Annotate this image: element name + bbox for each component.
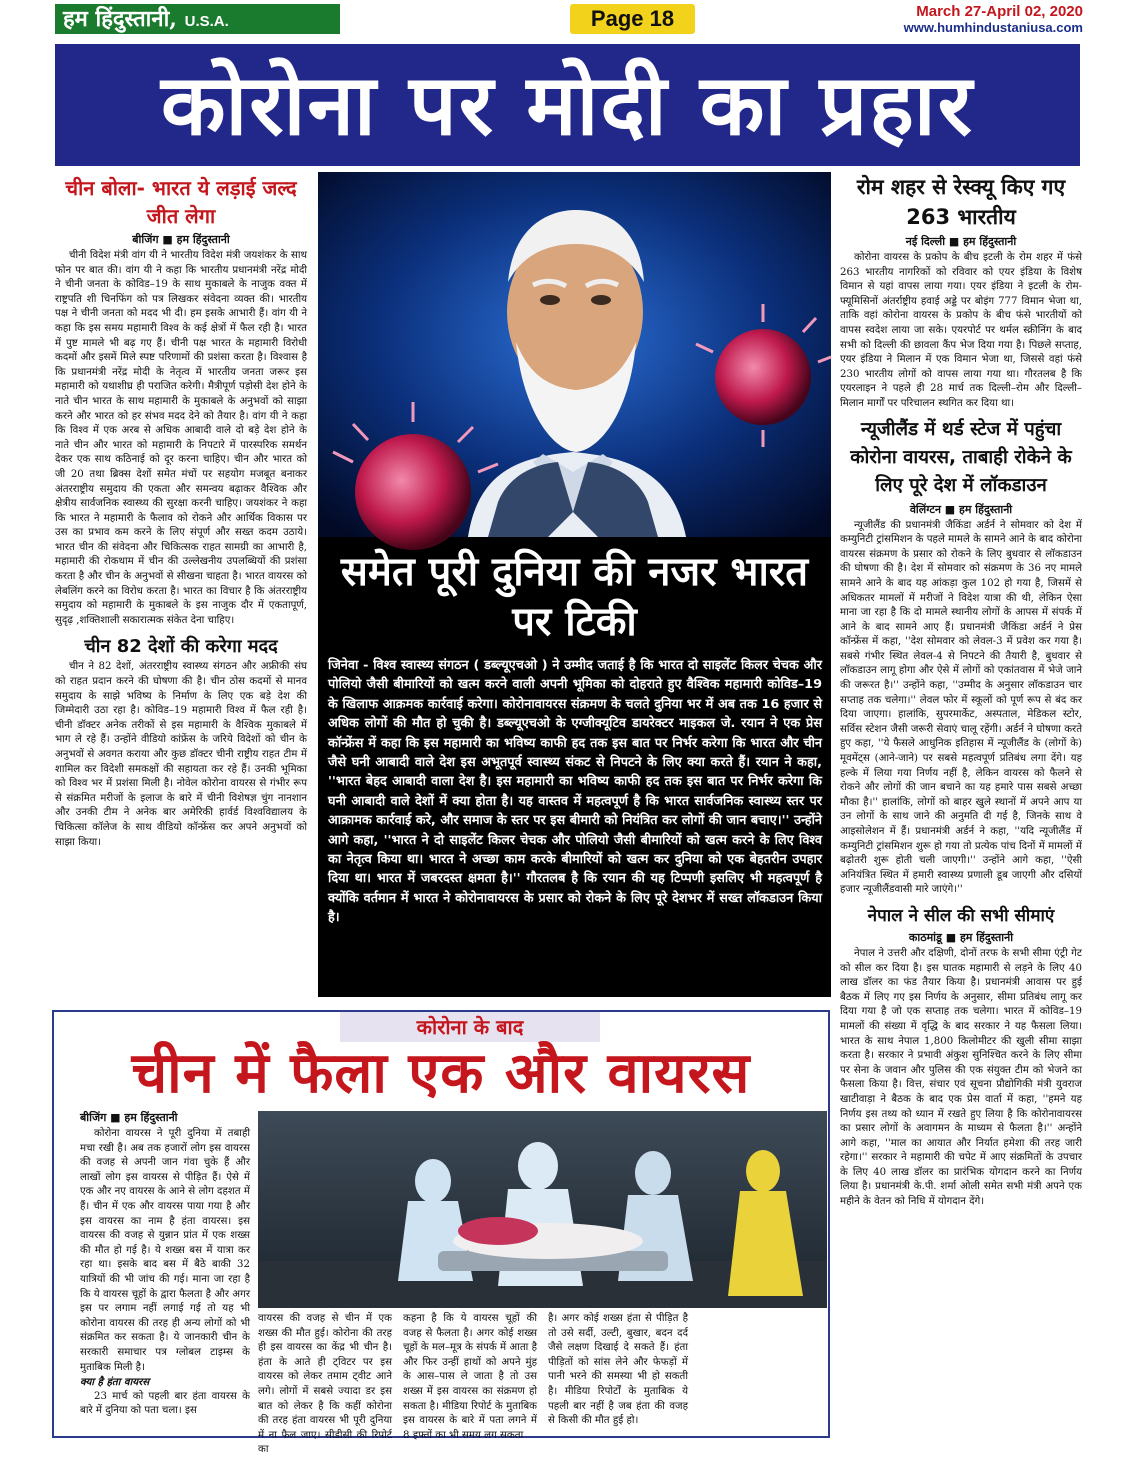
paper-edition: U.S.A. [184,13,229,30]
bottom-article-body-4: है। अगर कोई शख्स हंता से पीड़ित है तो उसे सर्दी, उल्टी, बुखार, बदन दर्द जैसे लक्षण दिखाई दे सकते हैं। हंता पीड़ितों को सांस लेने और फेफड़ों में पानी भरने की समस्या भी हो सकती है। मीडिया रिपोर्टों के मुताबिक ये पहली बार नहीं है जब हंता की वजह से किसी की मौत हुई हो। [548,1313,688,1427]
left-headline-2: चीन 82 देशों की करेगा मदद [84,636,278,658]
main-banner-headline: कोरोना पर मोदी का प्रहार [55,44,1080,166]
right-byline: नई दिल्ली ■ हम हिंदुस्तानी [905,235,1017,248]
issue-info [904,3,1083,35]
bottom-subhead: क्या है हंता वायरस [80,1376,150,1389]
left-article-body: चीनी विदेश मंत्री वांग यी ने भारतीय विदेश मंत्री जयशंकर के साथ फोन पर बात की। वांग यी ने कहा कि भारतीय प्रधानमंत्री नरेंद्र मोदी ने चीनी जनता के कोविड–19 के साथ मुकाबले के नाजुक वक्त में राष्ट्रपति शी चिनफिंग को पत्र लिखकर संवेदना व्यक्त की। भारतीय पक्ष ने चीनी जनता को मदद भी दी। हम इसके आभारी हैं। वांग यी ने कहा कि इस समय महामारी विश्व के कई क्षेत्रों में फैल रही है। भारत में पुष्ट मामले भी बढ़ गए हैं। चीनी पक्ष भारत के महामारी विरोधी कदमों और इसमें मिले स्पष्ट परिणामों की प्रशंसा करता है। विश्वास है कि प्रधानमंत्री नरेंद्र मोदी के नेतृत्व में भारतीय जनता जरूर इस महामारी को यथाशीघ्र ही पराजित करेगी। मैत्रीपूर्ण पड़ोसी देश होने के नाते चीन भारत के साथ महामारी के मुकाबले के अनुभवों को साझा करने और भारत को हर संभव मदद देने को तैयार है। वांग यी ने कहा कि विश्व में एक अरब से अधिक आबादी वाले दो बड़े देश होने के नाते चीन और भारत को महामारी के निपटारे में पारस्परिक समर्थन देकर एक साथ कठिनाई को दूर करना चाहिए। चीन और भारत को जी 20 तथा ब्रिक्स देशों समेत मंचों पर सहयोग मजबूत बनाकर अंतरराष्ट्रीय समुदाय की एकता और समन्वय बढ़ाकर वैश्विक और क्षेत्रीय सार्वजनिक स्वास्थ्य की सुरक्षा करनी चाहिए। जयशंकर ने कहा कि भारत ने महामारी के फैलाव को रोकने और आर्थिक विकास पर उस का प्रभाव कम करने के लिए संपूर्ण और सख्त कदम उठाये। भारत चीन की संवेदना और चिकित्सक राहत सामग्री का आभारी है, महामारी की रोकथाम में चीन की उल्लेखनीय उपलब्धियों की प्रशंसा करता है और चीन के अनुभवों से सीखना चाहता है। भारत वायरस को लेबलिंग करने का विरोध करता है। भारत का विचार है कि अंतरराष्ट्रीय समुदाय को महामारी के मुकाबले के इस नाजुक दौर में एकतापूर्ण, सुदृढ़ ,शक्तिशाली सकारात्मक संकेत देना चाहिए। [55,250,307,626]
bottom-article-body-1: कोरोना वायरस ने पूरी दुनिया में तबाही मचा रखी है। अब तक हजारों लोग इस वायरस की वजह से अपनी जान गंवा चुके हैं और लाखों लोग इस वायरस से पीड़ित हैं। ऐसे में एक और नए वायरस के आने से लोग दहशत में हैं। चीन में एक और वायरस पाया गया है और इस वायरस का नाम है हंता वायरस। इस वायरस की वजह से युन्नान प्रांत में एक शख्स की मौत हो गई है। ये शख्स बस में यात्रा कर रहा था। इसके बाद बस में बैठे बाकी 32 यात्रियों की भी जांच की गई। माना जा रहा है कि ये वायरस चूहों के द्वारा फैलता है और अगर इस पर लगाम नहीं लगाई गई तो यह भी कोरोना वायरस की तरह ही अन्य लोगों को भी संक्रमित कर सकता है। ये जानकारी चीन के सरकारी समाचार पत्र ग्लोबल टाइम्स के मुताबिक मिली है। [80,1128,250,1373]
bottom-article-body-2: वायरस की वजह से चीन में एक शख्स की मौत हुई। कोरोना की तरह ही इस वायरस का केंद्र भी चीन है। हंता के आते ही ट्विटर पर इस वायरस को लेकर तमाम ट्वीट आने लगे। लोगों में सबसे ज्यादा डर इस बात को लेकर है कि कहीं कोरोना की तरह हंता वायरस भी पूरी दुनिया में ना फैल जाए। सीडीसी की रिपोर्ट का [258,1313,392,1456]
right-article-body-2: न्यूजीलैंड की प्रधानमंत्री जैकिंडा अर्डर्न ने सोमवार को देश में कम्युनिटी ट्रांसमिशन के पहले मामले के सामने आने के बाद कोरोना वायरस संक्रमण के प्रसार को रोकने के लिए बुधवार से लॉकडाउन की घोषणा की है। देश में सोमवार को संक्रमण के 36 नए मामले सामने आने के बाद यह आंकड़ा कुल 102 हो गया है, जिसमें से अधिकतर मामलों में मरीजों ने विदेश यात्रा की थी, लेकिन ऐसा माना जा रहा है कि दो मामले स्थानीय लोगों के आपस में संपर्क में आने के बाद सामने आए हैं। प्रधानमंत्री जैकिंडा अर्डर्न ने प्रेस कॉन्फ्रेंस में कहा, ''देश सोमवार को लेवल-3 में प्रवेश कर गया है। सबसे गंभीर स्थित लेवल-4 से निपटने की तैयारी है, बुधवार से लॉकडाउन लागू होगा और ऐसे में लोगों को एकांतवास में भेजे जाने की जरूरत है।'' उन्होंने कहा, ''उम्मीद के अनुसार लॉकडाउन चार सप्ताह तक चलेगा।'' लेवल फोर में स्कूलों को पूर्ण रूप से बंद कर दिया जाएगा। हालांकि, सुपरमार्केट, अस्पताल, मेडिकल स्टोर, सर्विस स्टेशन जैसी जरूरी सेवाएं चालू रहेंगी। अर्डर्न ने घोषणा करते हुए कहा, ''ये फैसले आधुनिक इतिहास में न्यूजीलैंड के (लोगों के) मूवमेंट्स (आने-जाने) पर सबसे महत्वपूर्ण प्रतिबंध लगा देंगे। यह हल्के में लिया गया निर्णय नहीं है, लेकिन वायरस को फैलने से रोकने और लोगों की जान बचाने का यह हमारे पास सबसे अच्छा मौका है।'' हालांकि, लोगों को बाहर खुले स्थानों में अपने आप या उन लोगों के साथ जाने की अनुमति दी गई है, जिनके साथ वे आइसोलेशन में हैं। प्रधानमंत्री अर्डर्न ने कहा, ''यदि न्यूजीलैंड में कम्युनिटी ट्रांसमिशन शुरू हो गया तो प्रत्येक पांच दिनों में मामलों में बढ़ोतरी शुरू होती चली जाएगी।'' उन्होंने आगे कहा, ''ऐसी अनियंत्रित स्थित में हमारी स्वास्थ्य प्रणाली डूब जाएगी और दसियों हजार न्यूजीलैंडवासी मारे जाएंगे।'' [840,519,1082,896]
bottom-article-body-1-end: 23 मार्च को पहली बार हंता वायरस के बारे में दुनिया को पता चला। इस [80,1390,250,1417]
left-byline: बीजिंग ■ हम हिंदुस्तानी [132,233,230,246]
website-link[interactable]: www.humhindustaniusa.com [903,20,1083,35]
bottom-column-1 [80,1108,250,1438]
paper-name [55,4,340,34]
paper-title: हम हिंदुस्तानी, [63,6,177,32]
center-headline: समेत पूरी दुनिया की नजर भारत पर टिकी [340,549,809,645]
medical-team-illustration [258,1111,827,1308]
bottom-byline: बीजिंग ■ हम हिंदुस्तानी [80,1111,178,1124]
right-article-body: कोरोना वायरस के प्रकोप के बीच इटली के रोम शहर में फंसे 263 भारतीय नागरिकों को रविवार को एयर इंडिया के विशेष विमान से यहां वापस लाया गया। एयर इंडिया ने इटली के रोम-फ्यूमिसिनों अंतर्राष्ट्रीय हवाई अड्डे पर बोइंग 777 विमान भेजा था, ताकि वहां कोरोना वायरस के प्रकोप के बीच फंसे भारतीयों को वापस स्वदेश लाया जा सके। एयरपोर्ट पर थर्मल स्क्रीनिंग के बाद सभी को दिल्ली की छावला कैंप भेज दिया गया है। पिछले सप्ताह, एयर इंडिया ने मिलान में एक विमान भेजा था, जिससे वहां फंसे 230 भारतीय लोगों को वापस लाया गया था। गौरतलब है कि एयरलाइन ने पहले ही 28 मार्च तक दिल्ली–रोम और दिल्ली–मिलान मार्गों पर परिचालन स्थगित कर दिया था। [840,252,1082,409]
modi-photo [318,172,831,537]
center-article-body: जिनेवा - विश्व स्वास्थ्य संगठन ( डब्ल्यूएचओ ) ने उम्मीद जताई है कि भारत दो साइलेंट किलर चेचक और पोलियो जैसी बीमारियों को खत्म करने वाली अपनी भूमिका को दोहराते हुए वैश्विक महामारी कोविड–19 के खिलाफ आक्रमक कार्रवाई करेगा। कोरोनावायरस संक्रमण के चलते दुनिया भर में अब तक 16 हजार से अधिक लोगों की मौत हो चुकी है। डब्ल्यूएचओ के एग्जीक्यूटिव डायरेक्टर माइकल जे. रयान ने एक प्रेस कॉन्फ्रेंस में कहा कि इस महामारी का भविष्य काफी हद तक इस बात पर निर्भर करेगा कि भारत और चीन जैसे घनी आबादी वाले देश इस अभूतपूर्व स्वास्थ्य संकट से निपटने के लिए क्या करते हैं। रयान ने कहा, ''भारत बेहद आबादी वाला देश है। इस महामारी का भविष्य काफी हद तक इस बात पर निर्भर करेगा कि घनी आबादी वाले देशों में क्या होता है। यह वास्तव में महत्वपूर्ण है कि भारत सार्वजनिक स्वास्थ्य स्तर पर आक्रामक कार्रवाई करे, और समाज के स्तर पर इस बीमारी को नियंत्रित कर लोगों की जान बचाए।'' उन्होंने आगे कहा, ''भारत ने दो साइलेंट किलर चेचक और पोलियो जैसी बीमारियों को खत्म करने के लिए विश्व का नेतृत्व किया था। भारत ने अच्छा काम करके बीमारियों को खत्म कर दुनिया को एक बेहतरीन उपहार दिया था। भारत में जबरदस्त क्षमता है।'' गौरतलब है कि रयान की यह टिप्पणी इसलिए भी महत्वपूर्ण है क्योंकि वर्तमान में भारत ने कोरोनावायरस के प्रसार को रोकने के लिए पूरे देशभर में सख्त लॉकडाउन किया है। [328,658,822,926]
issue-date: March 27-April 02, 2020 [916,3,1083,20]
left-column [55,170,307,1005]
right-article-body-3: नेपाल ने उत्तरी और दक्षिणी, दोनों तरफ के सभी सीमा एंट्री गेट को सील कर दिया है। इस घातक महामारी से लड़ने के लिए 40 लाख डॉलर का फंड तैयार किया है। प्रधानमंत्री आवास पर हुई बैठक में लिए गए इस निर्णय के अनुसार, सीमा प्रतिबंध लागू कर दिया गया है जो एक सप्ताह तक चलेगा। भारत में कोविड–19 मामलों की संख्या में वृद्धि के बाद सरकार ने यह फैसला लिया। भारत के साथ नेपाल 1,800 किलोमीटर की खुली सीमा साझा करता है। सरकार ने प्रभावी अंकुश सुनिश्चित करने के लिए सीमा पर सेना के जवान और पुलिस की एक संयुक्त टीम को भेजने का फैसला किया है। वित्त, संचार एवं सूचना प्रौद्योगिकी मंत्री युवराज खाटीवाड़ा ने बैठक के बाद एक प्रेस वार्ता में कहा, ''हमने यह निर्णय इस तथ्य को ध्यान में रखते हुए लिया है कि कोरोनावायरस का प्रसार लोगों के अवागमन के माध्यम से फैलता है।'' अन्होंने आगे कहा, ''माल का आयात और निर्यात हमेशा की तरह जारी रहेगा।'' सरकार ने महामारी की चपेट में आए संक्रमितों के उपचार के लिए 40 लाख डॉलर का प्रारंभिक योगदान करने का निर्णय लिया है। प्रधानमंत्री के.पी. शर्मा ओली समेत सभी मंत्री अपने एक महीने के वेतन को निधि में योगदान देंगे। [840,947,1082,1208]
bottom-kicker: कोरोना के बाद [340,1012,600,1042]
masthead [0,0,1135,40]
bottom-headline: चीन में फैला एक और वायरस [131,1041,751,1106]
right-byline-3: काठमांडू ■ हम हिंदुस्तानी [908,930,1014,944]
right-column [840,172,1082,1322]
right-headline: रोम शहर से रेस्क्यू किए गए 263 भारतीय [856,175,1066,229]
bottom-article-body-3: कहना है कि ये वायरस चूहों की वजह से फैलता है। अगर कोई शख्स चूहों के मल–मूत्र के संपर्क में आता है और फिर उन्हीं हाथों को अपने मुंह के आस–पास ले जाता है तो उस शख्स में इस वायरस का संक्रमण हो सकता है। मीडिया रिपोर्ट के मुताबिक इस वायरस के बारे में पता लगने में 8 हफ्तों का भी समय लग सकता [403,1313,537,1441]
left-article-body-2: चीन ने 82 देशों, अंतरराष्ट्रीय स्वास्थ्य संगठन और अफ्रीकी संघ को राहत प्रदान करने की घोषणा की है। चीन ठोस कदमों से मानव समुदाय के साझे भविष्य के निर्माण के लिए एक बड़े देश की जिम्मेदारी उठा रहा है। कोविड–19 महामारी विश्व में फैल रही है। चीनी डॉक्टर अनेक तरीकों से इस महामारी के वैश्विक मुकाबले में भाग ले रहे हैं। उन्होंने वीडियो कांफ्रेंस के जरिये विदेशों को चीन के अनुभवों से अवगत कराया और कुछ डॉक्टर चीनी राष्ट्रीय राहत टीम में शामिल कर विदेशी समकक्षों की सहायता कर रहे हैं। उनकी भूमिका को विश्व भर में प्रशंसा मिली है। नोवेल कोरोना वायरस से गंभीर रूप से संक्रमित मरीजों के इलाज के बारे में चीनी विशेषज्ञ चुंग नानशान और उनकी टीम ने अनेक बार अमेरिकी हार्वर्ड विश्वविद्यालय के चिकित्सा कॉलेज के साथ वीडियो कॉन्फ्रेंस कर अपने अनुभवों को साझा किया। [55,661,307,848]
page-number: Page 18 [570,4,695,34]
medical-team-photo [258,1111,827,1308]
right-headline-2: न्यूजीलैंड में थर्ड स्टेज में पहुंचा कोरोना वायरस, ताबाही रोकेने के लिए पूरे देश में लॉकडाउन [850,418,1072,496]
center-feature [318,172,831,997]
right-headline-3: नेपाल ने सील की सभी सीमाएं [867,905,1055,926]
modi-virus-illustration [318,172,831,537]
bottom-columns-row [258,1312,828,1456]
right-byline-2: वेलिंग्टन ■ हम हिंदुस्तानी [909,502,1013,516]
left-headline: चीन बोला- भारत ये लड़ाई जल्द जीत लेगा [65,176,297,228]
